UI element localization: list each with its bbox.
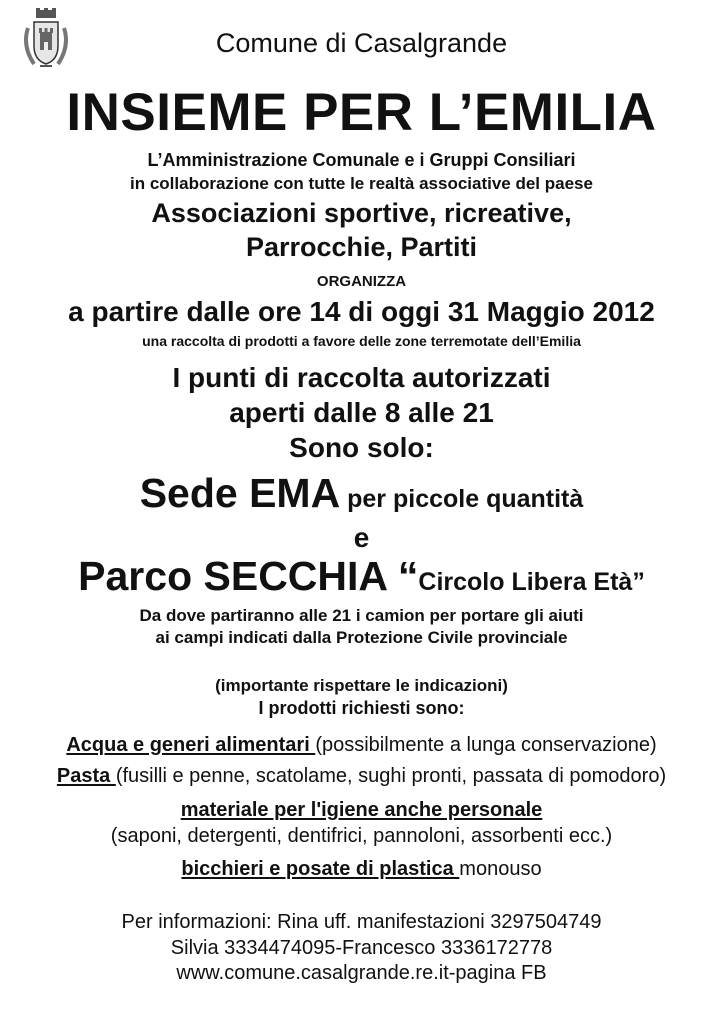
page-title: INSIEME PER L’EMILIA <box>66 83 657 142</box>
product-label: Pasta <box>56 765 116 787</box>
website-line: www.comune.casalgrande.re.it-pagina FB <box>176 962 547 984</box>
parishes-line: Parrocchie, Partiti <box>245 232 478 262</box>
collection-description: una raccolta di prodotti a favore delle zone terremotate dell’Emilia <box>142 333 581 349</box>
sede-note: per piccole quantità <box>340 485 584 513</box>
opening-hours: aperti dalle 8 alle 21 <box>229 397 494 428</box>
only-label: Sono solo: <box>289 432 434 463</box>
product-item-pasta <box>0 765 723 788</box>
location-parco-secchia <box>0 553 723 600</box>
departure-info: Da dove partiranno alle 21 i camion per portare gli aiuti <box>139 606 584 625</box>
conjunction-e: e <box>353 522 370 553</box>
contact-line: Silvia 3334474095-Francesco 3336172778 <box>170 937 553 959</box>
collection-points-heading: I punti di raccolta autorizzati <box>172 362 551 393</box>
product-note: (fusilli e penne, scatolame, sughi pronti, passata di pomodoro) <box>115 765 667 787</box>
sede-name: Sede EMA <box>139 470 341 516</box>
event-date: a partire dalle ore 14 di oggi 31 Maggio 2012 <box>68 296 655 327</box>
products-heading: I prodotti richiesti sono: <box>258 698 465 718</box>
collaboration-line: in collaborazione con tutte le realtà associative del paese <box>130 174 593 193</box>
product-label: materiale per l'igiene anche personale <box>180 799 543 821</box>
product-note: monouso <box>459 858 542 880</box>
product-label: bicchieri e posate di plastica <box>181 858 460 880</box>
parco-name: Parco SECCHIA “ <box>78 553 419 599</box>
contact-line: Per informazioni: Rina uff. manifestazioni 3297504749 <box>121 911 602 933</box>
location-sede-ema <box>0 470 723 517</box>
product-note: (possibilmente a lunga conservazione) <box>315 734 657 756</box>
instructions-note: (importante rispettare le indicazioni) <box>215 676 508 695</box>
associations-line: Associazioni sportive, ricreative, <box>151 198 572 228</box>
organizza-label: ORGANIZZA <box>316 273 407 290</box>
product-item-bicchieri <box>0 858 723 881</box>
product-item-igiene <box>0 799 723 822</box>
municipality-name: Comune di Casalgrande <box>215 28 508 58</box>
camps-info: ai campi indicati dalla Protezione Civile provinciale <box>155 628 568 647</box>
product-label: Acqua e generi alimentari <box>66 734 316 756</box>
parco-note: Circolo Libera Età” <box>418 568 645 596</box>
organizers-line: L’Amministrazione Comunale e i Gruppi Consiliari <box>147 150 576 170</box>
product-note-igiene: (saponi, detergenti, dentifrici, pannoloni, assorbenti ecc.) <box>110 825 613 847</box>
product-item-acqua <box>0 734 723 757</box>
